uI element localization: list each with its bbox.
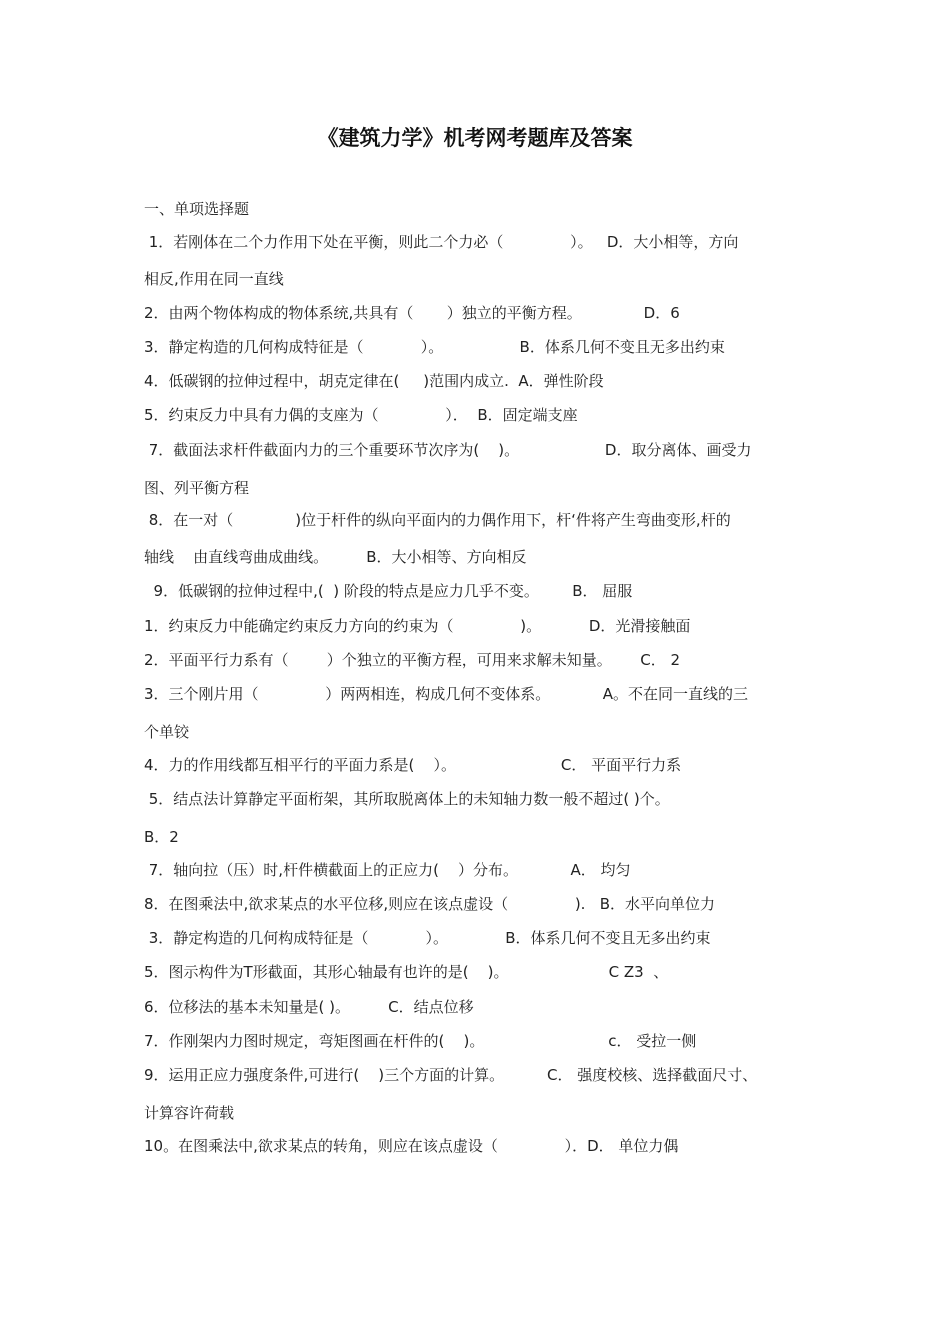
text-line: 个单铰	[144, 723, 190, 741]
text-line: 4．低碳钢的拉伸过程中，胡克定律在( )范围内成立. A．弹性阶段	[144, 372, 604, 390]
text-line: 6．位移法的基本未知量是( )。 C．结点位移	[144, 998, 474, 1016]
text-line: 3．三个刚片用（ ）两两相连，构成几何不变体系。 A。不在同一直线的三	[144, 685, 749, 703]
text-line: 2．平面平行力系有（ ）个独立的平衡方程，可用来求解未知量。 C． 2	[144, 651, 681, 669]
text-line: 8．在图乘法中,欲求某点的水平位移,则应在该点虚设（ ). B．水平向单位力	[144, 895, 716, 913]
text-line: B．2	[144, 828, 179, 846]
text-line: 图、列平衡方程	[144, 479, 250, 497]
text-line: 3．静定构造的几何构成特征是（ ）。 B．体系几何不变且无多出约束	[144, 929, 711, 947]
text-line: 计算容许荷载	[144, 1104, 235, 1122]
text-line: 5．结点法计算静定平面桁架，其所取脱离体上的未知轴力数一般不超过( )个。	[144, 790, 670, 808]
text-line: 2．由两个物体构成的物体系统,共具有（ ）独立的平衡方程。 D．6	[144, 304, 680, 322]
text-line: 相反,作用在同一直线	[144, 270, 284, 288]
section-heading: 一、单项选择题	[144, 200, 250, 218]
page-title: 《建筑力学》机考网考题库及答案	[317, 126, 633, 150]
text-line: 10。在图乘法中,欲求某点的转角，则应在该点虚设（ ）．D． 单位力偶	[144, 1137, 679, 1155]
text-line: 7．作刚架内力图时规定，弯矩图画在杆件的( )。 c． 受拉一侧	[144, 1032, 697, 1050]
text-line: 7．截面法求杆件截面内力的三个重要环节次序为( )。 D．取分离体、画受力	[144, 441, 752, 459]
text-line: 4．力的作用线都互相平行的平面力系是( ）。 C． 平面平行力系	[144, 756, 682, 774]
text-line: 9．运用正应力强度条件,可进行( )三个方面的计算。 C． 强度校核、选择截面尺寸、	[144, 1066, 758, 1084]
text-line: 9．低碳钢的拉伸过程中,( ) 阶段的特点是应力几乎不变。 B． 屈服	[144, 582, 633, 600]
text-line: 5．图示构件为T形截面，其形心轴最有也许的是( )。 C Z3 、	[144, 963, 669, 981]
text-line: 3．静定构造的几何构成特征是（ ）。 B．体系几何不变且无多出约束	[144, 338, 725, 356]
text-line: 8．在一对（ )位于杆件的纵向平面内的力偶作用下，杆‘件将产生弯曲变形,杆的	[144, 511, 731, 529]
text-line: 1．若刚体在二个力作用下处在平衡，则此二个力必（ ）。 D．大小相等，方向	[144, 233, 739, 251]
text-line: 轴线 由直线弯曲成曲线。 B．大小相等、方向相反	[144, 548, 527, 566]
text-line: 1．约束反力中能确定约束反力方向的约束为（ )。 D．光滑接触面	[144, 617, 691, 635]
text-line: 5．约束反力中具有力偶的支座为（ ）． B．固定端支座	[144, 406, 578, 424]
text-line: 7．轴向拉（压）时,杆件横截面上的正应力( ）分布。 A． 均匀	[144, 861, 631, 879]
